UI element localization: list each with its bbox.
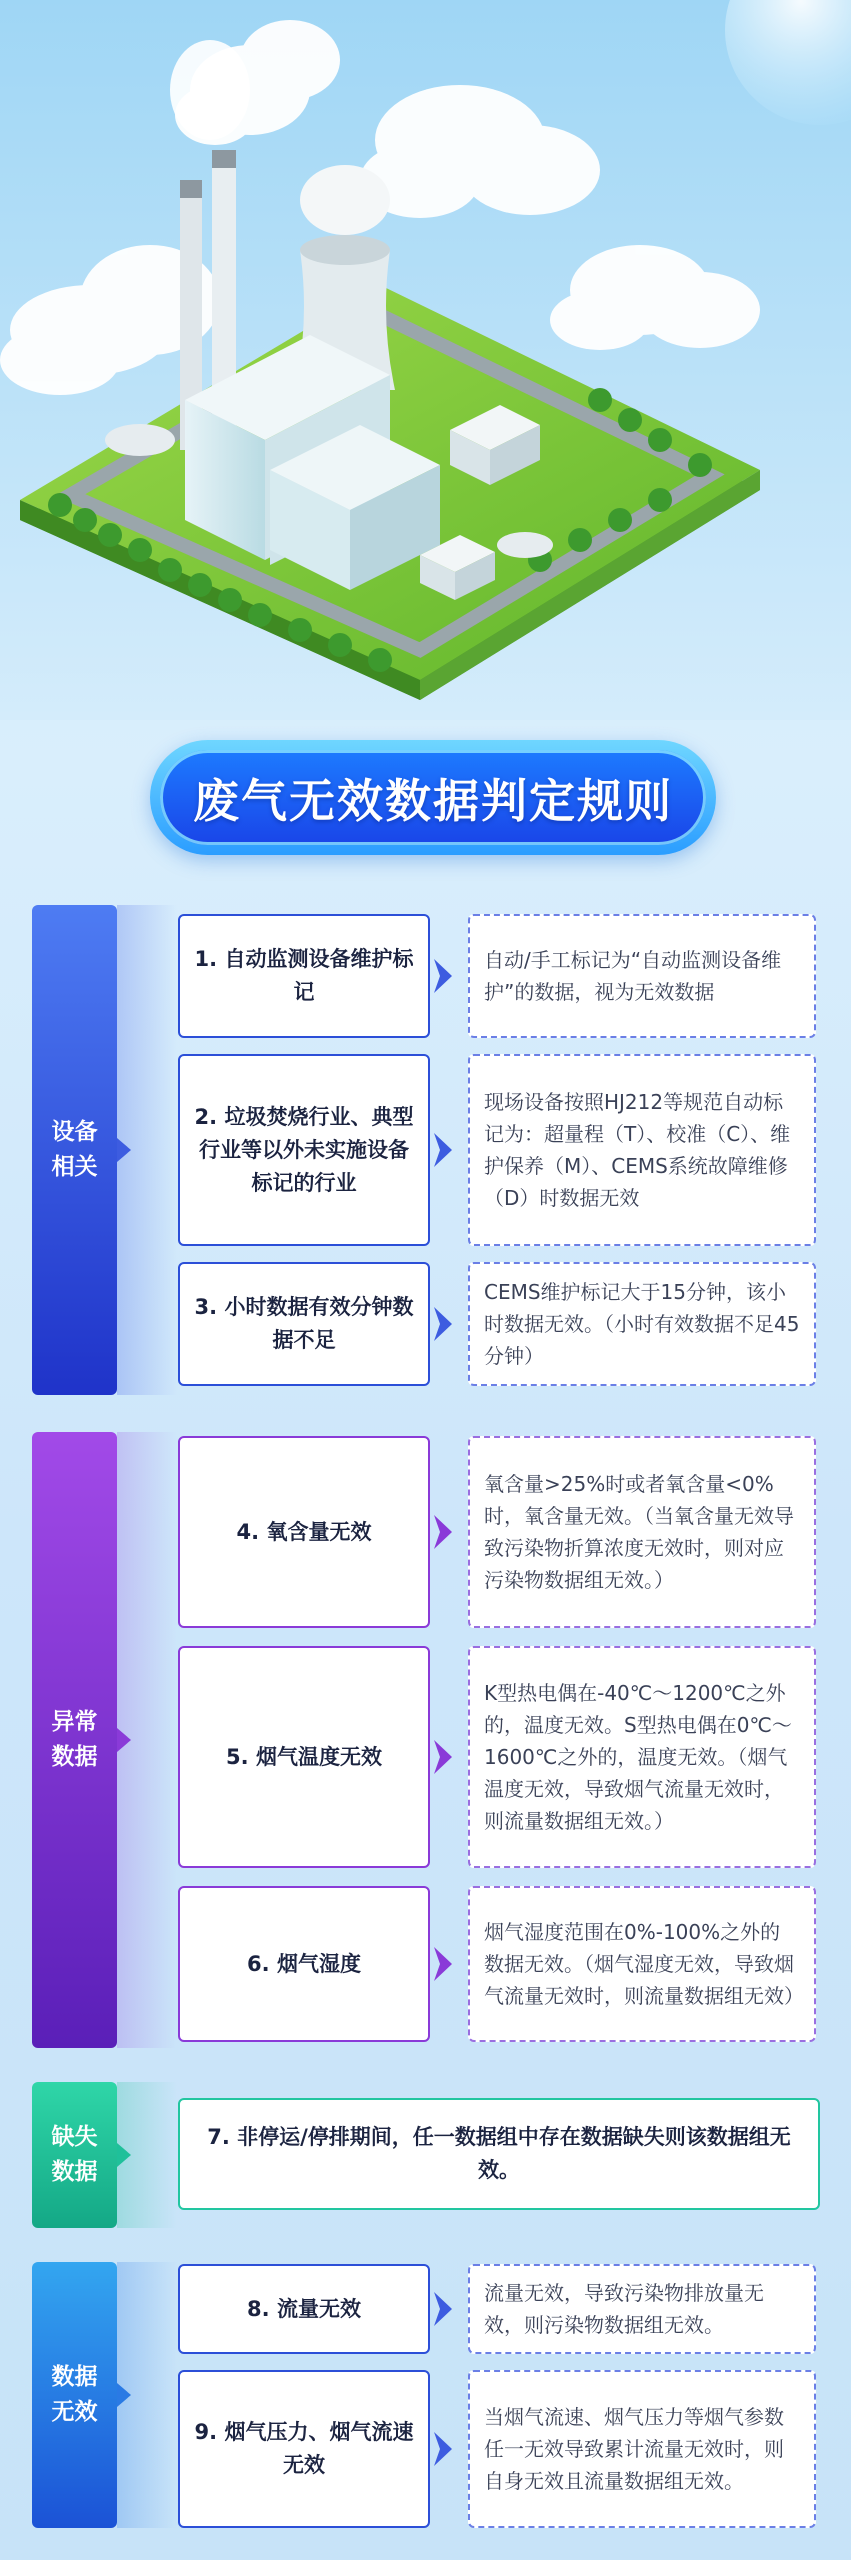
rule-item: [178, 2370, 430, 2528]
hero-illustration: [0, 0, 851, 720]
category-label: 异常 数据: [51, 1709, 98, 1770]
rule-label: 2. 垃圾焚烧行业、典型行业等以外未实施设备标记的行业: [194, 1104, 414, 1195]
arrow-icon: [432, 1947, 452, 1981]
arrow-icon: [432, 1515, 452, 1549]
category-missing: [32, 2082, 117, 2228]
rule-description: 氧含量>25%时或者氧含量<0%时，氧含量无效。（当氧含量无效导致污染物折算浓度无效时，则对应污染物数据组无效。）: [468, 1436, 816, 1628]
arrow-icon: [432, 1740, 452, 1774]
rule-description: K型热电偶在-40℃～1200℃之外的，温度无效。S型热电偶在0℃～1600℃之外的，温度无效。（烟气温度无效，导致烟气流量无效时，则流量数据组无效。）: [468, 1646, 816, 1868]
arrow-icon: [432, 2292, 452, 2326]
category-invalid: [32, 2262, 117, 2528]
rule-description: 流量无效，导致污染物排放量无效，则污染物数据组无效。: [468, 2264, 816, 2354]
rule-label: 4. 氧含量无效: [236, 1519, 372, 1544]
rule-item: [178, 914, 430, 1038]
category-label: 缺失 数据: [51, 2124, 98, 2185]
arrow-icon: [432, 1307, 452, 1341]
rule-label: 3. 小时数据有效分钟数据不足: [194, 1295, 414, 1352]
page-title: 废气无效数据判定规则: [193, 773, 673, 828]
category-label: 数据 无效: [51, 2364, 98, 2425]
rule-item: [178, 1262, 430, 1386]
arrow-icon: [432, 2432, 452, 2466]
category-equipment: [32, 905, 117, 1395]
rule-description: 自动/手工标记为“自动监测设备维护”的数据，视为无效数据: [468, 914, 816, 1038]
rule-item: [178, 1054, 430, 1246]
rule-label: 8. 流量无效: [247, 2296, 361, 2321]
category-label: 设备 相关: [51, 1119, 98, 1180]
rule-item: [178, 2264, 430, 2354]
rule-item: [178, 1886, 430, 2042]
rule-label: 1. 自动监测设备维护标记: [194, 947, 414, 1004]
rule-item: [178, 1646, 430, 1868]
rule-label: 9. 烟气压力、烟气流速无效: [194, 2420, 414, 2477]
arrow-icon: [432, 959, 452, 993]
rule-description: 当烟气流速、烟气压力等烟气参数任一无效导致累计流量无效时，则自身无效且流量数据组无效。: [468, 2370, 816, 2528]
rule-item: [178, 1436, 430, 1628]
arrow-icon: [432, 1133, 452, 1167]
rule-label: 6. 烟气湿度: [247, 1951, 361, 1976]
title-banner: [150, 740, 716, 855]
rule-item-wide: [178, 2098, 820, 2210]
rule-label: 7. 非停运/停排期间，任一数据组中存在数据缺失则该数据组无效。: [207, 2125, 791, 2182]
rule-description: 现场设备按照HJ212等规范自动标记为：超量程（T）、校准（C）、维护保养（M）、CEMS系统故障维修（D）时数据无效: [468, 1054, 816, 1246]
rule-description: CEMS维护标记大于15分钟，该小时数据无效。（小时有效数据不足45分钟）: [468, 1262, 816, 1386]
category-abnormal: [32, 1432, 117, 2048]
rule-description: 烟气湿度范围在0%-100%之外的数据无效。（烟气湿度无效，导致烟气流量无效时，则流量数据组无效）: [468, 1886, 816, 2042]
rule-label: 5. 烟气温度无效: [226, 1744, 382, 1769]
